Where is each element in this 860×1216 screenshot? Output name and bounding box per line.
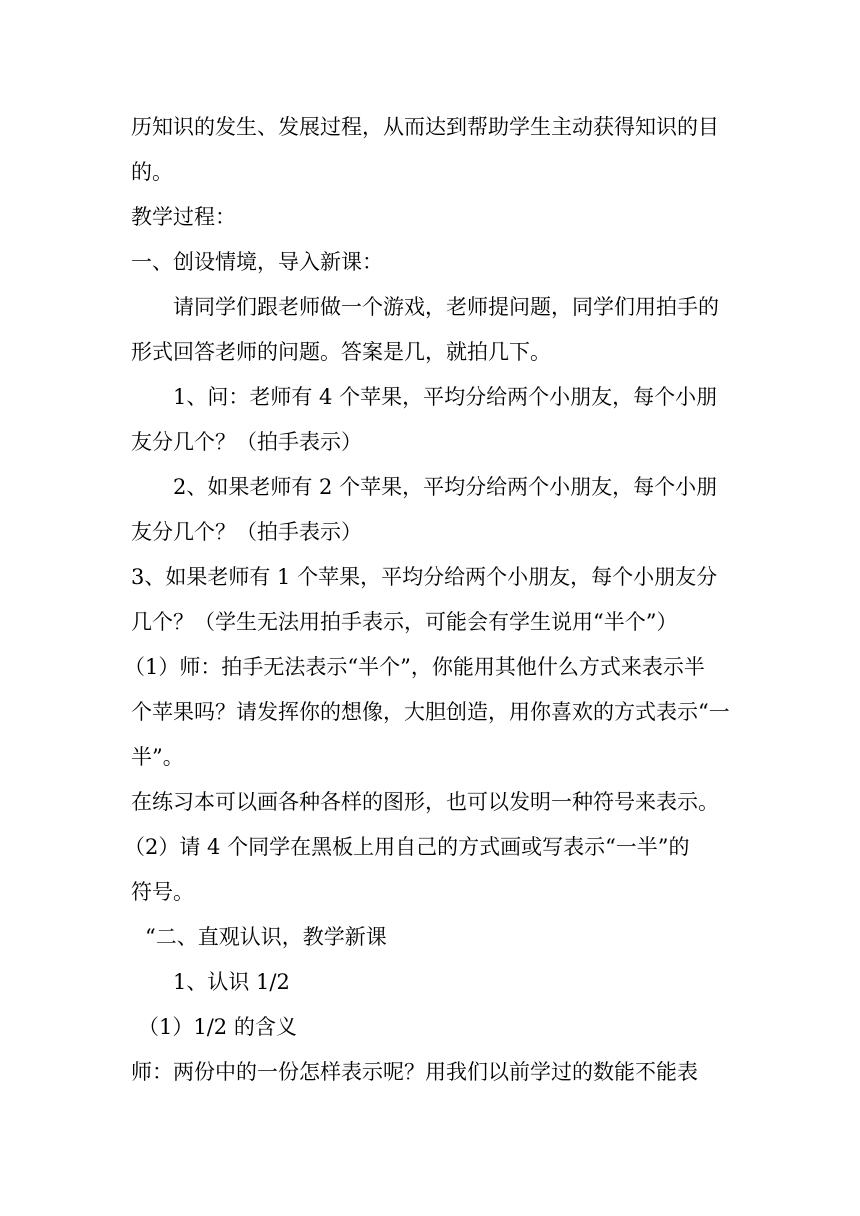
text-line-20: 1、认识 1/2 (173, 970, 290, 994)
text-line-15: 半”。 (131, 745, 184, 769)
text-line-18: 符号。 (131, 880, 194, 904)
text-line-22: 师：两份中的一份怎样表示呢？用我们以前学过的数能不能表 (131, 1060, 698, 1084)
section-heading-one: 一、创设情境，导入新课： (131, 250, 383, 274)
text-line-2: 的。 (131, 160, 173, 184)
text-line-13: （1）师：拍手无法表示“半个”，你能用其他什么方式来表示半 (124, 655, 705, 679)
text-line-9: 2、如果老师有 2 个苹果，平均分给两个小朋友，每个小朋 (173, 475, 718, 499)
text-line-8: 友分几个？（拍手表示） (131, 430, 362, 454)
text-line-11: 3、如果老师有 1 个苹果，平均分给两个小朋友，每个小朋友分 (131, 565, 718, 589)
text-line-12: 几个？（学生无法用拍手表示，可能会有学生说用“半个”） (131, 610, 678, 634)
section-heading-process: 教学过程： (131, 205, 236, 229)
text-line-10: 友分几个？（拍手表示） (131, 520, 362, 544)
text-line-17: （2）请 4 个同学在黑板上用自己的方式画或写表示“一半”的 (124, 835, 690, 859)
text-line-5: 请同学们跟老师做一个游戏，老师提问题，同学们用拍手的 (173, 295, 719, 319)
text-line-16: 在练习本可以画各种各样的图形，也可以发明一种符号来表示。 (131, 790, 719, 814)
text-line-21: （1）1/2 的含义 (138, 1015, 297, 1039)
text-line-14: 个苹果吗？请发挥你的想像，大胆创造，用你喜欢的方式表示“一 (131, 700, 730, 724)
text-line-1: 历知识的发生、发展过程，从而达到帮助学生主动获得知识的目 (131, 115, 719, 139)
section-heading-two: “二、直观认识，教学新课 (145, 925, 387, 949)
text-line-7: 1、问：老师有 4 个苹果，平均分给两个小朋友，每个小朋 (173, 385, 718, 409)
text-line-6: 形式回答老师的问题。答案是几，就拍几下。 (131, 340, 551, 364)
